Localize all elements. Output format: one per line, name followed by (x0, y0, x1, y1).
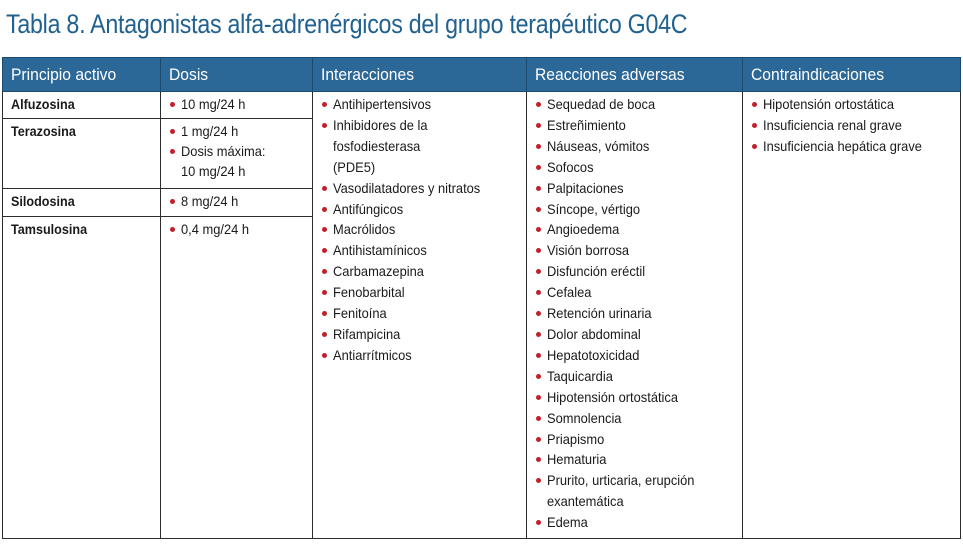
dose-item: 8 mg/24 h (169, 191, 306, 211)
contraindicaciones-list (743, 92, 960, 157)
list-item: Edema (535, 512, 738, 533)
list-item: Fenitoína (321, 303, 522, 324)
header-principio-activo: Principio activo (3, 58, 161, 92)
list-item: Inhibidores de la fosfodiesterasa (PDE5) (321, 115, 522, 178)
list-item: Rifampicina (321, 324, 522, 345)
list-item: Hipotensión ortostática (535, 387, 738, 408)
drug-name: Alfuzosina (3, 92, 160, 119)
dose-group (161, 92, 312, 119)
list-item: Taquicardia (535, 366, 738, 387)
list-item: Insuficiencia renal grave (751, 115, 956, 136)
contraindicaciones-cell (743, 92, 961, 539)
list-item: Visión borrosa (535, 240, 738, 261)
dose-item: 1 mg/24 h (169, 121, 306, 141)
list-item: Carbamazepina (321, 261, 522, 282)
list-item: Insuficiencia hepática grave (751, 136, 956, 157)
list-item: Antihistamínicos (321, 240, 522, 261)
dose-group (161, 217, 312, 243)
list-item: Hematuria (535, 449, 738, 470)
reacciones-list (527, 92, 742, 533)
dose-group (161, 189, 312, 217)
principio-activo-cell (3, 92, 161, 539)
interacciones-cell (313, 92, 527, 539)
drug-name: Terazosina (3, 119, 160, 189)
drug-name: Silodosina (3, 189, 160, 217)
list-item: Cefalea (535, 282, 738, 303)
drug-table (2, 57, 961, 539)
list-item: Prurito, urticaria, erupción exantemática (535, 470, 738, 512)
dose-group (161, 119, 312, 189)
list-item: Sequedad de boca (535, 94, 738, 115)
dose-item: 10 mg/24 h (169, 94, 306, 114)
table-title: Tabla 8. Antagonistas alfa-adrenérgicos del grupo terapéutico G04C (6, 9, 688, 39)
header-dosis: Dosis (161, 58, 313, 92)
list-item: Macrólidos (321, 219, 522, 240)
interacciones-list (313, 92, 526, 366)
drug-name: Tamsulosina (11, 221, 88, 237)
list-item: Estreñimiento (535, 115, 738, 136)
header-contraindicaciones: Contraindicaciones (743, 58, 961, 92)
dose-item: Dosis máxima: 10 mg/24 h (169, 141, 306, 181)
header-row (3, 58, 961, 92)
dose-item: 0,4 mg/24 h (169, 219, 306, 239)
list-item: Náuseas, vómitos (535, 136, 738, 157)
list-item: Dolor abdominal (535, 324, 738, 345)
list-item: Palpitaciones (535, 178, 738, 199)
list-item: Síncope, vértigo (535, 199, 738, 220)
table-body-row (3, 92, 961, 539)
list-item: Sofocos (535, 157, 738, 178)
list-item: Hipotensión ortostática (751, 94, 956, 115)
dosis-cell (161, 92, 313, 539)
header-reacciones-adversas: Reacciones adversas (527, 58, 743, 92)
list-item: Vasodilatadores y nitratos (321, 178, 522, 199)
list-item: Priapismo (535, 429, 738, 450)
list-item: Somnolencia (535, 408, 738, 429)
list-item: Fenobarbital (321, 282, 522, 303)
list-item: Antiarrítmicos (321, 345, 522, 366)
header-interacciones: Interacciones (313, 58, 527, 92)
list-item: Retención urinaria (535, 303, 738, 324)
list-item: Hepatotoxicidad (535, 345, 738, 366)
list-item: Disfunción eréctil (535, 261, 738, 282)
list-item: Antifúngicos (321, 199, 522, 220)
list-item: Angioedema (535, 219, 738, 240)
list-item: Antihipertensivos (321, 94, 522, 115)
reacciones-adversas-cell (527, 92, 743, 539)
